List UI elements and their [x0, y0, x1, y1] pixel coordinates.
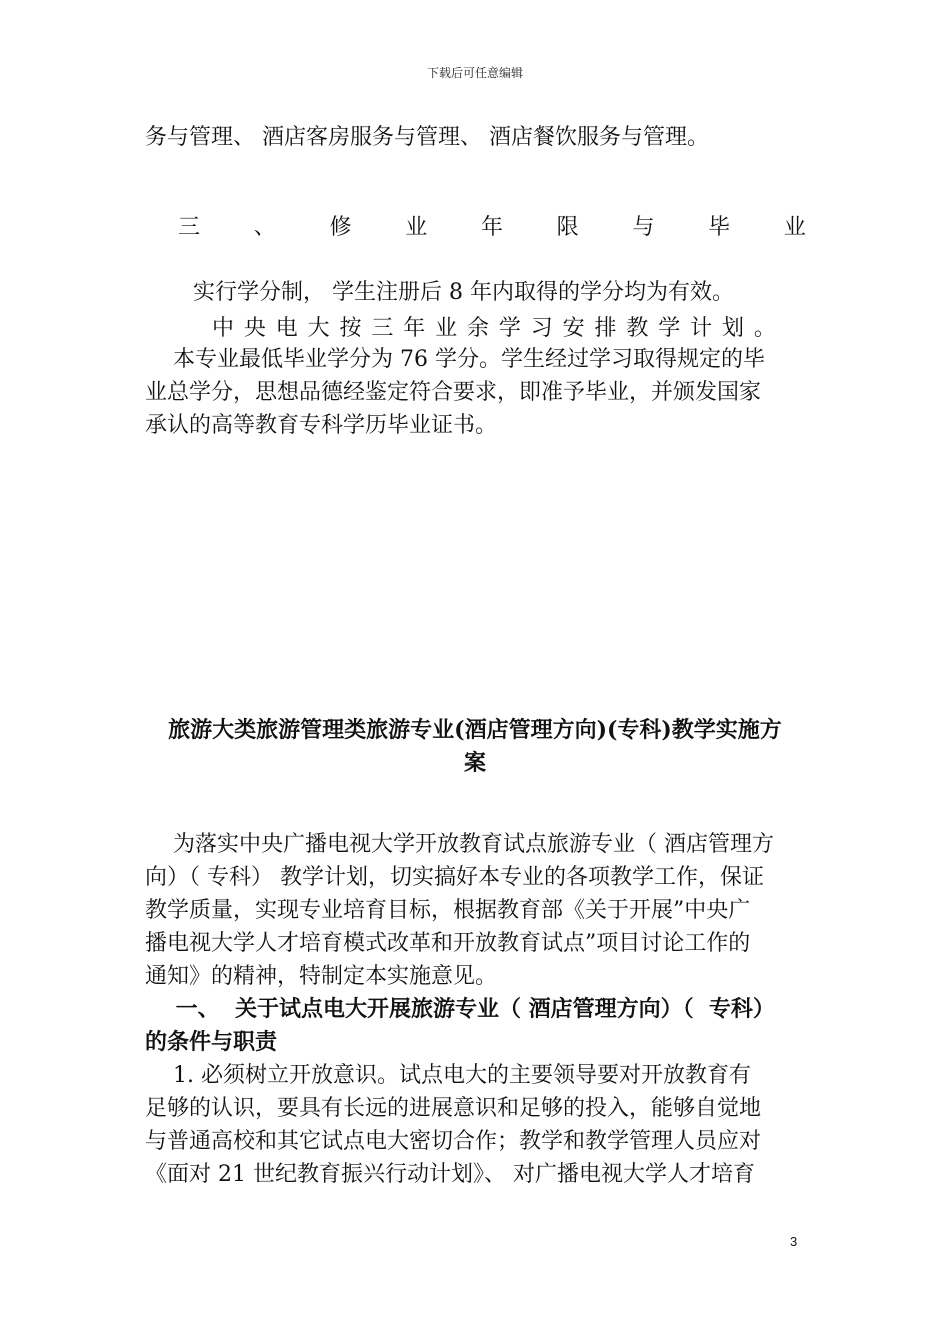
section1-heading-cont: 的条件与职责 — [145, 1029, 278, 1055]
section3-heading — [178, 210, 806, 241]
body-line: 《面对 21 世纪教育振兴行动计划》、 对广播电视大学人才培育 — [145, 1162, 755, 1187]
body-line: 实行学分制， 学生注册后 8 年内取得的学分均为有效。 — [193, 280, 734, 305]
body-line: 通知》的精神，特制定本实施意见。 — [145, 964, 498, 989]
heading-char: 限 — [556, 215, 579, 240]
char: 电 — [275, 316, 298, 341]
heading-char: 三 — [178, 215, 201, 240]
body-line: 务与管理、 酒店客房服务与管理、 酒店餐饮服务与管理。 — [145, 125, 709, 150]
document-title: 旅游大类旅游管理类旅游专业(酒店管理方向)(专科)教学实施方 — [168, 717, 782, 743]
char: 。 — [753, 316, 776, 341]
page-header: 下载后可任意编辑 — [426, 66, 523, 80]
char: 教 — [626, 316, 649, 341]
body-line: 承认的高等教育专科学历毕业证书。 — [145, 413, 498, 438]
document-title-cont: 案 — [463, 750, 486, 776]
body-line: 与普通高校和其它试点电大密切合作；教学和教学管理人员应对 — [145, 1129, 762, 1154]
char: 中 — [212, 316, 235, 341]
body-line: 足够的认识，要具有长远的进展意识和足够的投入，能够自觉地 — [145, 1096, 762, 1121]
heading-char: 年 — [480, 215, 503, 240]
char: 央 — [243, 316, 266, 341]
char: 划 — [722, 316, 745, 341]
heading-char: 业 — [405, 215, 428, 240]
body-line: 为落实中央广播电视大学开放教育试点旅游专业（ 酒店管理方 — [145, 832, 774, 857]
heading-char: 业 — [783, 215, 806, 240]
char: 大 — [307, 316, 330, 341]
char: 年 — [403, 316, 426, 341]
char: 计 — [690, 316, 713, 341]
char: 业 — [435, 316, 458, 341]
page-number: 3 — [790, 1234, 798, 1249]
char: 按 — [339, 316, 362, 341]
section1-heading: 一、 关于试点电大开展旅游专业（ 酒店管理方向）（ 专科） — [145, 996, 775, 1022]
char: 排 — [594, 316, 617, 341]
heading-char: 、 — [253, 215, 276, 240]
body-line: 1. 必须树立开放意识。试点电大的主要领导要对开放教育有 — [145, 1063, 751, 1088]
char: 余 — [467, 316, 490, 341]
body-line: 播电视大学人才培育模式改革和开放教育试点”项目讨论工作的 — [145, 931, 751, 956]
body-line: 教学质量，实现专业培育目标，根据教育部《关于开展”中央广 — [145, 898, 751, 923]
char: 学 — [658, 316, 681, 341]
spaced-line — [212, 311, 776, 342]
char: 学 — [498, 316, 521, 341]
heading-char: 毕 — [708, 215, 731, 240]
heading-char: 修 — [329, 215, 352, 240]
char: 安 — [562, 316, 585, 341]
body-line: 业总学分，思想品德经鉴定符合要求，即准予毕业，并颁发国家 — [145, 380, 762, 405]
char: 三 — [371, 316, 394, 341]
heading-char: 与 — [632, 215, 655, 240]
body-line: 向）（ 专科） 教学计划，切实搞好本专业的各项教学工作，保证 — [145, 865, 764, 890]
char: 习 — [530, 316, 553, 341]
body-line: 本专业最低毕业学分为 76 学分。学生经过学习取得规定的毕 — [145, 347, 765, 372]
